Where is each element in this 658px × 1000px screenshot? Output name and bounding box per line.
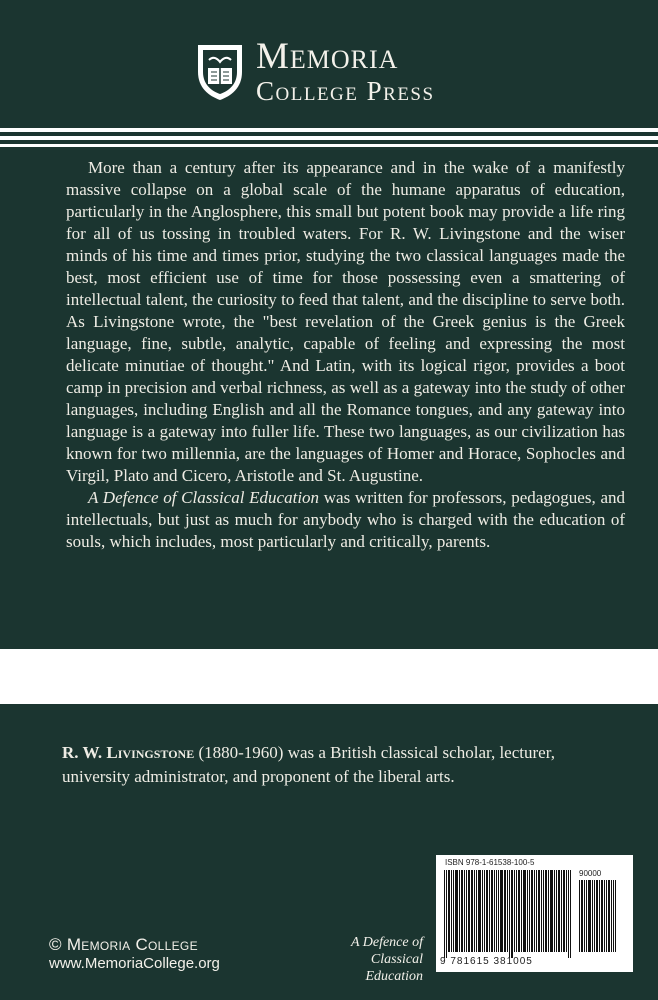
barcode-bar xyxy=(599,880,600,952)
publisher-logo xyxy=(256,38,435,106)
barcode-bar xyxy=(548,870,549,952)
logo-line2: College Press xyxy=(256,76,435,106)
book-title-footer xyxy=(330,934,423,985)
author-bio-text: (1880-1960) was a British classical scholar, lecturer, university administrator, and proponent of the liberal arts. xyxy=(62,743,555,786)
barcode-bar xyxy=(586,880,587,952)
barcode-bar xyxy=(568,870,569,958)
divider-stripe xyxy=(0,128,658,132)
blurb-paragraph: More than a century after its appearance and in the wake of a manifestly massive collapse on a global scale of the humane apparatus of education, particularly in the Anglosphere, this small but potent book may provide a life ring for all of us tossing in troubled waters. For R. W. Livingstone and the wiser minds of his time and times prior, studying the two classical languages made the best, most efficient use of time for those possessing even a smattering of intellectual talent, the curiosity to feed that talent, and the discipline to serve both. As Livingstone wrote, the "best revelation of the Greek genius is the Greek language, fine, subtle, analytic, capable of feeling and expressing the most delicate minutiae of thought." And Latin, with its logical rigor, provides a boot camp in precision and verbal richness, as well as a gateway into the study of other languages, including English and all the Romance tongues, and any gateway into language is a gateway into fuller life. These two languages, as our civilization has known for two millennia, are the languages of Homer and Horace, Sophocles and Virgil, Plato and Cicero, Aristotle and St. Augustine. xyxy=(66,158,625,485)
barcode-bar xyxy=(545,870,547,952)
barcode-bar xyxy=(558,870,560,952)
barcode-bar xyxy=(588,880,591,952)
barcode-bar xyxy=(476,870,477,952)
barcode-bar xyxy=(550,870,553,952)
publisher-copyright: © Memoria College xyxy=(49,935,198,954)
barcode-bar xyxy=(459,870,460,952)
barcode-bar xyxy=(494,870,495,952)
barcode-bar xyxy=(581,880,583,952)
barcode-bar xyxy=(448,870,450,952)
barcode-bar xyxy=(613,880,614,952)
barcode-bar xyxy=(527,870,528,952)
barcode-digits: 9 781615 381005 xyxy=(440,956,533,967)
barcode-bar xyxy=(486,870,488,952)
barcode-bar xyxy=(601,880,603,952)
barcode-bar xyxy=(543,870,544,952)
book-title-line2: Classical Education xyxy=(365,952,423,984)
barcode-bar xyxy=(491,870,493,952)
barcode-bar xyxy=(451,870,452,952)
barcode-bar xyxy=(478,870,481,952)
book-shield-icon xyxy=(195,42,245,102)
barcode-bar xyxy=(496,870,497,952)
barcode-bar xyxy=(455,870,458,952)
isbn-label: ISBN 978-1-61538-100-5 xyxy=(445,858,535,867)
barcode-bar xyxy=(556,870,557,952)
barcode-bar xyxy=(604,880,605,952)
barcode-bar xyxy=(498,870,499,952)
barcode-bar xyxy=(523,870,526,952)
barcode-bar xyxy=(608,880,610,952)
barcode-bar xyxy=(514,870,515,952)
book-title-inline: A Defence of Classical Education xyxy=(88,488,320,507)
barcode-bar xyxy=(561,870,562,952)
barcode-bar xyxy=(484,870,485,952)
price-code: 90000 xyxy=(579,869,602,878)
barcode-bar xyxy=(554,870,555,952)
barcode-bar xyxy=(507,870,508,952)
barcode-bar xyxy=(538,870,540,952)
barcode-bar xyxy=(541,870,542,952)
price-barcode-bars xyxy=(579,880,627,952)
barcode-bar xyxy=(536,870,537,952)
barcode-bar xyxy=(489,870,490,952)
barcode-bar xyxy=(521,870,522,952)
barcode-bar xyxy=(446,870,447,958)
barcode-bar xyxy=(615,880,616,952)
book-title-line1: A Defence of xyxy=(350,935,423,950)
publisher-website: www.MemoriaCollege.org xyxy=(49,955,220,972)
barcode-bar xyxy=(468,870,470,952)
book-blurb xyxy=(66,157,625,553)
barcode-bar xyxy=(464,870,465,952)
barcode-bar xyxy=(531,870,533,952)
author-name: R. W. Livingstone xyxy=(62,743,195,762)
white-band xyxy=(0,649,658,704)
barcode-bar xyxy=(504,870,506,952)
barcode-bar xyxy=(570,870,571,958)
barcode-bar xyxy=(509,870,510,958)
barcode-bar xyxy=(584,880,585,952)
barcode-bar xyxy=(594,880,595,952)
barcode-bar xyxy=(511,870,513,958)
divider-stripe xyxy=(0,136,658,140)
barcode-bar xyxy=(529,870,530,952)
barcode-bar xyxy=(563,870,565,952)
blurb-paragraph-2-text: was written for professors, pedagogues, and intellectuals, but just as much for anybody who is charged with the education of souls, which includes, most particularly and critically, parents. xyxy=(66,488,625,551)
barcode-bar xyxy=(518,870,520,952)
barcode-bar xyxy=(596,880,598,952)
barcode-bar xyxy=(461,870,463,952)
barcode-bar xyxy=(592,880,593,952)
blurb-paragraph-2 xyxy=(66,487,625,553)
barcode-bar xyxy=(482,870,483,952)
barcode xyxy=(436,855,633,972)
barcode-bar xyxy=(534,870,535,952)
barcode-bar xyxy=(471,870,473,952)
barcode-bar xyxy=(566,870,567,952)
barcode-bar xyxy=(606,880,607,952)
barcode-bar xyxy=(453,870,454,952)
barcode-bar xyxy=(444,870,445,958)
author-bio xyxy=(62,741,622,789)
barcode-bar xyxy=(474,870,475,952)
barcode-bar xyxy=(466,870,467,952)
logo-line1: Memoria xyxy=(256,36,399,77)
barcode-bar xyxy=(500,870,503,952)
barcode-bars xyxy=(444,870,574,956)
barcode-bar xyxy=(579,880,580,952)
barcode-bar xyxy=(516,870,517,952)
barcode-bar xyxy=(611,880,612,952)
